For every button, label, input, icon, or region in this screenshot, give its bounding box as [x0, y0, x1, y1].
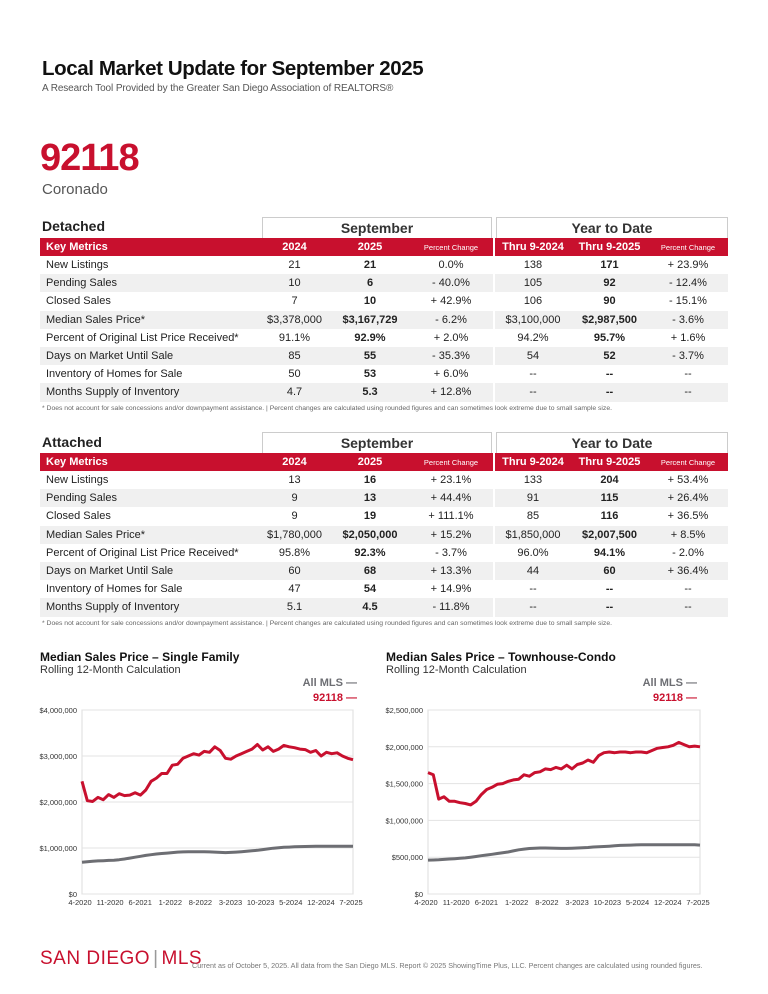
footer-logo [40, 948, 202, 970]
page-title: Local Market Update for September 2025 [42, 57, 424, 80]
zip-code: 92118 [40, 137, 139, 179]
metric-value: $1,850,000 [494, 526, 571, 544]
metric-value: 106 [494, 292, 571, 310]
metric-value: -- [605, 583, 614, 596]
metric-value: - 11.8% [409, 598, 494, 616]
attached-footnote: * Does not account for sale concessions and/or downpayment assistance. | Percent changes are calculated using rounded figures and can sometimes look extreme due to small sample size. [42, 620, 612, 627]
y-tick-label: $1,000,000 [39, 844, 77, 853]
x-tick-label: 1-2022 [504, 898, 529, 907]
metric-value: + 36.5% [667, 510, 709, 523]
x-tick-label: 10-2023 [246, 898, 275, 907]
column-header: 2024 [258, 453, 331, 471]
table-row [40, 347, 728, 365]
metric-value: -- [648, 383, 728, 401]
metric-value: - 40.0% [409, 274, 494, 292]
column-header: Percent Change [409, 453, 494, 471]
metric-value: 95.8% [278, 546, 311, 559]
x-tick-label: 6-2021 [128, 898, 152, 907]
table-row [40, 489, 728, 507]
x-tick-label: 5-2024 [625, 898, 650, 907]
metric-label: Inventory of Homes for Sale [46, 583, 183, 596]
x-tick-label: 7-2025 [686, 898, 710, 907]
chart1-subtitle: Rolling 12-Month Calculation [40, 664, 181, 676]
column-header: Key Metrics [40, 453, 258, 471]
chart2-legend-zip: 92118 — [652, 692, 697, 704]
metric-value: 96.0% [494, 544, 571, 562]
series-line-zip [428, 742, 700, 805]
metric-value: 9 [258, 489, 331, 507]
x-tick-label: 1-2022 [158, 898, 183, 907]
metric-value: + 8.5% [648, 526, 728, 544]
metric-value: -- [494, 598, 571, 616]
metric-value: 138 [494, 256, 571, 274]
metric-value: 94.1% [593, 546, 626, 559]
metric-value: $3,378,000 [258, 311, 331, 329]
table-row [40, 292, 728, 310]
metric-value: 50 [288, 368, 301, 381]
table-row [40, 471, 728, 489]
metric-value: 5.1 [258, 598, 331, 616]
metric-label: Median Sales Price* [40, 311, 258, 329]
metric-value: -- [571, 598, 648, 616]
metric-value: 54 [494, 347, 571, 365]
x-tick-label: 11-2020 [442, 898, 470, 907]
series-line-all-mls [82, 846, 353, 862]
metric-value: 68 [331, 562, 409, 580]
metric-value: $2,050,000 [331, 526, 409, 544]
table-row [40, 311, 728, 329]
metric-value: + 13.3% [409, 562, 494, 580]
logo-text-right: MLS [161, 948, 203, 969]
detached-period-ytd: Year to Date [496, 217, 728, 238]
x-tick-label: 7-2025 [339, 898, 363, 907]
metric-value: 85 [258, 347, 331, 365]
metric-value: - 3.6% [648, 311, 728, 329]
metric-value: + 53.4% [667, 474, 709, 487]
metric-value: $2,987,500 [571, 311, 648, 329]
table-row [40, 329, 728, 347]
metric-value: + 26.4% [648, 489, 728, 507]
column-header: Key Metrics [40, 238, 258, 256]
metric-value: 92.9% [354, 331, 386, 344]
metric-value: 90 [603, 295, 616, 308]
metric-value: + 12.8% [409, 383, 494, 401]
x-tick-label: 5-2024 [279, 898, 303, 907]
metric-value: 0.0% [438, 259, 464, 272]
column-header: Percent Change [409, 238, 494, 256]
table-header-row [40, 453, 728, 471]
column-header: Thru 9-2024 [494, 453, 571, 471]
metric-label: Closed Sales [46, 510, 111, 523]
y-tick-label: $0 [68, 890, 77, 899]
metric-value: -- [605, 368, 614, 381]
y-tick-label: $2,000,000 [39, 798, 77, 807]
metric-value: + 44.4% [409, 489, 494, 507]
metric-value: -- [684, 583, 692, 596]
metric-value: $2,007,500 [571, 526, 648, 544]
metric-label: Inventory of Homes for Sale [46, 368, 183, 381]
metric-value: 133 [494, 471, 571, 489]
x-tick-label: 12-2024 [654, 898, 682, 907]
metric-value: $1,780,000 [258, 526, 331, 544]
chart1-legend-allmls: All MLS — [302, 677, 357, 689]
page-subtitle: A Research Tool Provided by the Greater San Diego Association of REALTORS® [42, 83, 394, 94]
metric-label: New Listings [46, 259, 109, 272]
table-row [40, 274, 728, 292]
column-header: 2025 [331, 453, 409, 471]
column-header: Thru 9-2024 [494, 238, 571, 256]
x-tick-label: 8-2022 [188, 898, 213, 907]
metric-value: -- [684, 368, 692, 381]
metric-label: Months Supply of Inventory [40, 598, 258, 616]
detached-title: Detached [42, 218, 106, 234]
metric-value: 47 [288, 583, 301, 596]
chart-single-family [0, 700, 384, 915]
chart2-legend-allmls: All MLS — [642, 677, 697, 689]
detached-table [40, 238, 728, 402]
metric-value: 4.5 [331, 598, 409, 616]
metric-value: - 12.4% [648, 274, 728, 292]
metric-value: -- [494, 365, 571, 383]
column-header: 2025 [331, 238, 409, 256]
metric-value: + 36.4% [648, 562, 728, 580]
metric-label: New Listings [46, 474, 109, 487]
metric-value: 10 [258, 274, 331, 292]
table-row [40, 256, 728, 274]
y-tick-label: $2,500,000 [385, 706, 423, 715]
metric-value: 95.7% [593, 331, 626, 344]
table-header-row [40, 238, 728, 256]
detached-footnote: * Does not account for sale concessions and/or downpayment assistance. | Percent changes are calculated using rounded figures and can sometimes look extreme due to small sample size. [42, 405, 612, 412]
plot-area [428, 710, 700, 894]
metric-value: + 6.0% [433, 368, 469, 381]
metric-value: + 23.1% [430, 474, 472, 487]
attached-period-ytd: Year to Date [496, 432, 728, 453]
metric-value: - 15.1% [669, 295, 707, 308]
metric-value: 16 [363, 474, 377, 487]
metric-value: 53 [363, 368, 377, 381]
table-row [40, 598, 728, 616]
column-header: Thru 9-2025 [571, 238, 648, 256]
metric-label: Closed Sales [46, 295, 111, 308]
table-row [40, 526, 728, 544]
metric-value: - 2.0% [672, 546, 704, 559]
chart2-subtitle: Rolling 12-Month Calculation [386, 664, 527, 676]
metric-value: 5.3 [331, 383, 409, 401]
metric-value: 85 [494, 507, 571, 525]
metric-value: $3,100,000 [494, 311, 571, 329]
series-line-zip [82, 745, 353, 802]
metric-label: Percent of Original List Price Received* [46, 331, 239, 344]
metric-value: 4.7 [258, 383, 331, 401]
metric-value: 7 [291, 295, 298, 308]
metric-value: + 42.9% [430, 295, 472, 308]
detached-period-month: September [262, 217, 492, 238]
y-tick-label: $2,000,000 [385, 742, 423, 752]
metric-value: 60 [258, 562, 331, 580]
metric-label: Percent of Original List Price Received* [46, 546, 239, 559]
metric-value: + 14.9% [430, 583, 472, 596]
metric-value: - 35.3% [409, 347, 494, 365]
metric-value: 116 [600, 510, 619, 523]
metric-label: Pending Sales [40, 489, 258, 507]
metric-value: -- [494, 383, 571, 401]
attached-title: Attached [42, 434, 102, 450]
metric-value: 94.2% [494, 329, 571, 347]
metric-value: + 111.1% [428, 510, 474, 523]
x-tick-label: 8-2022 [535, 898, 559, 907]
metric-value: - 3.7% [435, 546, 467, 559]
metric-label: Months Supply of Inventory [40, 383, 258, 401]
column-header: Percent Change [648, 238, 728, 256]
y-tick-label: $500,000 [391, 853, 423, 863]
x-tick-label: 4-2020 [68, 898, 92, 907]
metric-label: Days on Market Until Sale [40, 347, 258, 365]
x-tick-label: 3-2023 [565, 898, 589, 907]
table-row [40, 365, 728, 383]
metric-value: 105 [494, 274, 571, 292]
metric-value: 54 [363, 583, 377, 596]
metric-value: 171 [600, 259, 619, 272]
metric-value: 92.3% [354, 546, 386, 559]
metric-value: - 6.2% [409, 311, 494, 329]
metric-value: + 23.9% [667, 259, 709, 272]
area-name: Coronado [42, 181, 108, 198]
metric-label: Pending Sales [40, 274, 258, 292]
logo-divider: | [153, 948, 159, 969]
x-tick-label: 10-2023 [593, 898, 622, 907]
metric-value: 44 [494, 562, 571, 580]
metric-value: 13 [288, 474, 301, 487]
metric-value: 55 [331, 347, 409, 365]
metric-value: 92 [571, 274, 648, 292]
metric-value: 6 [331, 274, 409, 292]
table-row [40, 383, 728, 401]
table-row [40, 544, 728, 562]
metric-value: 91 [494, 489, 571, 507]
y-tick-label: $3,000,000 [39, 752, 77, 761]
y-tick-label: $0 [414, 890, 423, 899]
metric-value: 19 [363, 510, 377, 523]
metric-value: 52 [571, 347, 648, 365]
x-tick-label: 3-2023 [218, 898, 243, 907]
metric-value: 115 [571, 489, 648, 507]
column-header: Thru 9-2025 [571, 453, 648, 471]
metric-value: 21 [363, 259, 377, 272]
x-tick-label: 4-2020 [414, 898, 438, 907]
metric-value: 21 [288, 259, 301, 272]
logo-text-left: SAN DIEGO [40, 948, 151, 969]
attached-period-month: September [262, 432, 492, 453]
metric-value: - 3.7% [648, 347, 728, 365]
x-tick-label: 6-2021 [474, 898, 499, 907]
metric-value: 91.1% [278, 331, 311, 344]
chart-townhouse-condo [384, 700, 768, 915]
metric-value: $3,167,729 [331, 311, 409, 329]
column-header: 2024 [258, 238, 331, 256]
x-tick-label: 12-2024 [307, 898, 335, 907]
chart2-title: Median Sales Price – Townhouse-Condo [386, 650, 616, 664]
y-tick-label: $1,000,000 [385, 816, 423, 826]
x-tick-label: 11-2020 [96, 898, 124, 907]
chart1-title: Median Sales Price – Single Family [40, 650, 240, 664]
metric-value: -- [571, 383, 648, 401]
metric-value: + 2.0% [433, 331, 469, 344]
metric-value: 13 [331, 489, 409, 507]
y-tick-label: $4,000,000 [39, 706, 77, 715]
metric-label: Days on Market Until Sale [40, 562, 258, 580]
table-row [40, 507, 728, 525]
attached-table [40, 453, 728, 617]
column-header: Percent Change [648, 453, 728, 471]
chart1-legend-zip: 92118 — [312, 692, 357, 704]
metric-value: 10 [363, 295, 377, 308]
metric-value: 204 [600, 474, 619, 487]
table-row [40, 580, 728, 598]
metric-value: 9 [291, 510, 298, 523]
metric-value: -- [494, 580, 571, 598]
metric-value: 60 [571, 562, 648, 580]
y-tick-label: $1,500,000 [385, 779, 423, 789]
footer-text: Current as of October 5, 2025. All data from the San Diego MLS. Report © 2025 ShowingTime Plus, LLC. Percent changes are calculated using rounded figures. [192, 961, 703, 970]
metric-label: Median Sales Price* [40, 526, 258, 544]
series-line-all-mls [428, 845, 700, 860]
table-row [40, 562, 728, 580]
metric-value: + 15.2% [409, 526, 494, 544]
metric-value: + 1.6% [670, 331, 706, 344]
metric-value: -- [648, 598, 728, 616]
